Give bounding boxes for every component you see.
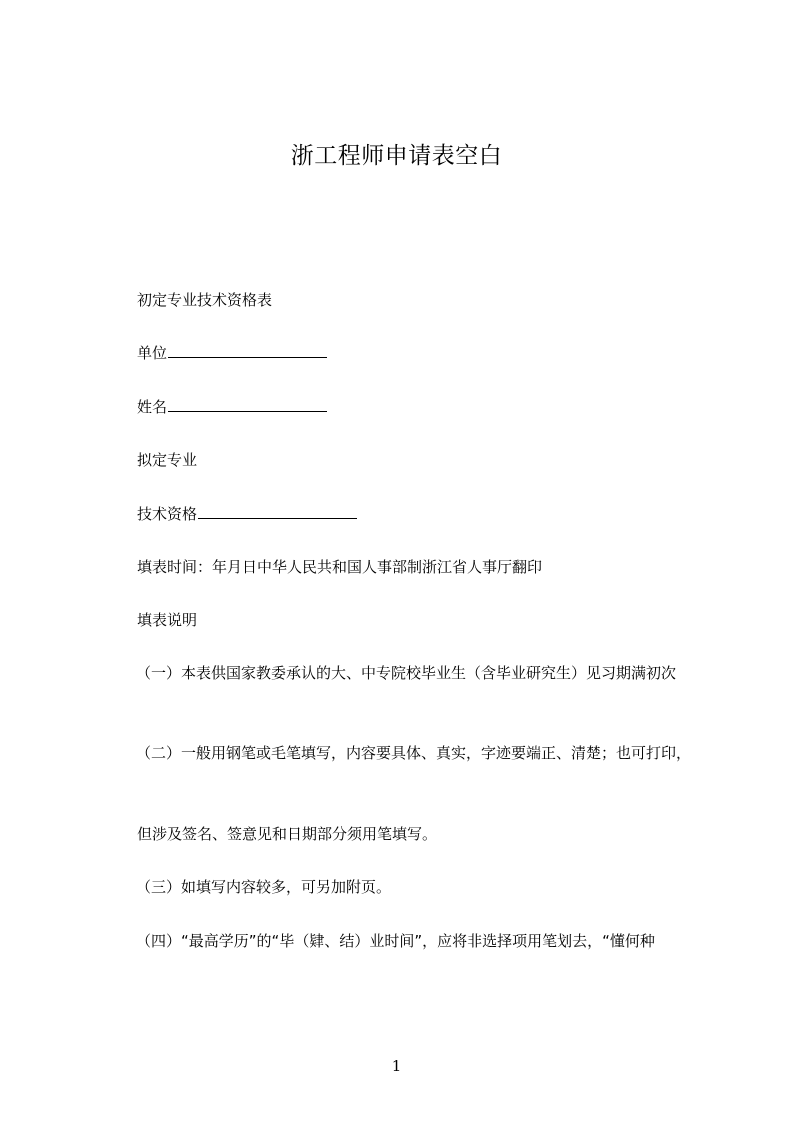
fill-time-line: 填表时间：年月日中华人民共和国人事部制浙江省人事厅翻印 [137, 558, 543, 576]
name-field [137, 397, 327, 417]
unit-field [137, 343, 327, 363]
qualification-label: 技术资格 [137, 505, 198, 523]
major-field [137, 450, 197, 470]
name-blank-line [168, 397, 327, 412]
document-title: 浙工程师申请表空白 [290, 143, 503, 169]
instruction-item-3: （三）如填写内容较多，可另加附页。 [136, 878, 392, 896]
instruction-item-2-continued: 但涉及签名、签意见和日期部分须用笔填写。 [137, 825, 438, 843]
qualification-field [137, 504, 357, 524]
unit-label: 单位 [137, 344, 168, 362]
page-number: 1 [391, 1057, 402, 1075]
instruction-item-1: （一）本表供国家教委承认的大、中专院校毕业生（含毕业研究生）见习期满初次 [136, 664, 677, 682]
qualification-blank-line [198, 504, 357, 519]
name-label: 姓名 [137, 398, 168, 416]
unit-blank-line [168, 343, 327, 358]
major-label: 拟定专业 [137, 451, 198, 469]
instruction-item-2: （二）一般用钢笔或毛笔填写，内容要具体、真实，字迹要端正、清楚；也可打印， [136, 744, 692, 762]
instruction-item-4: （四）“最高学历”的“毕（肄、结）业时间”，应将非选择项用笔划去，“懂何种 [136, 932, 655, 950]
form-name: 初定专业技术资格表 [137, 291, 273, 309]
instructions-heading: 填表说明 [137, 611, 198, 629]
